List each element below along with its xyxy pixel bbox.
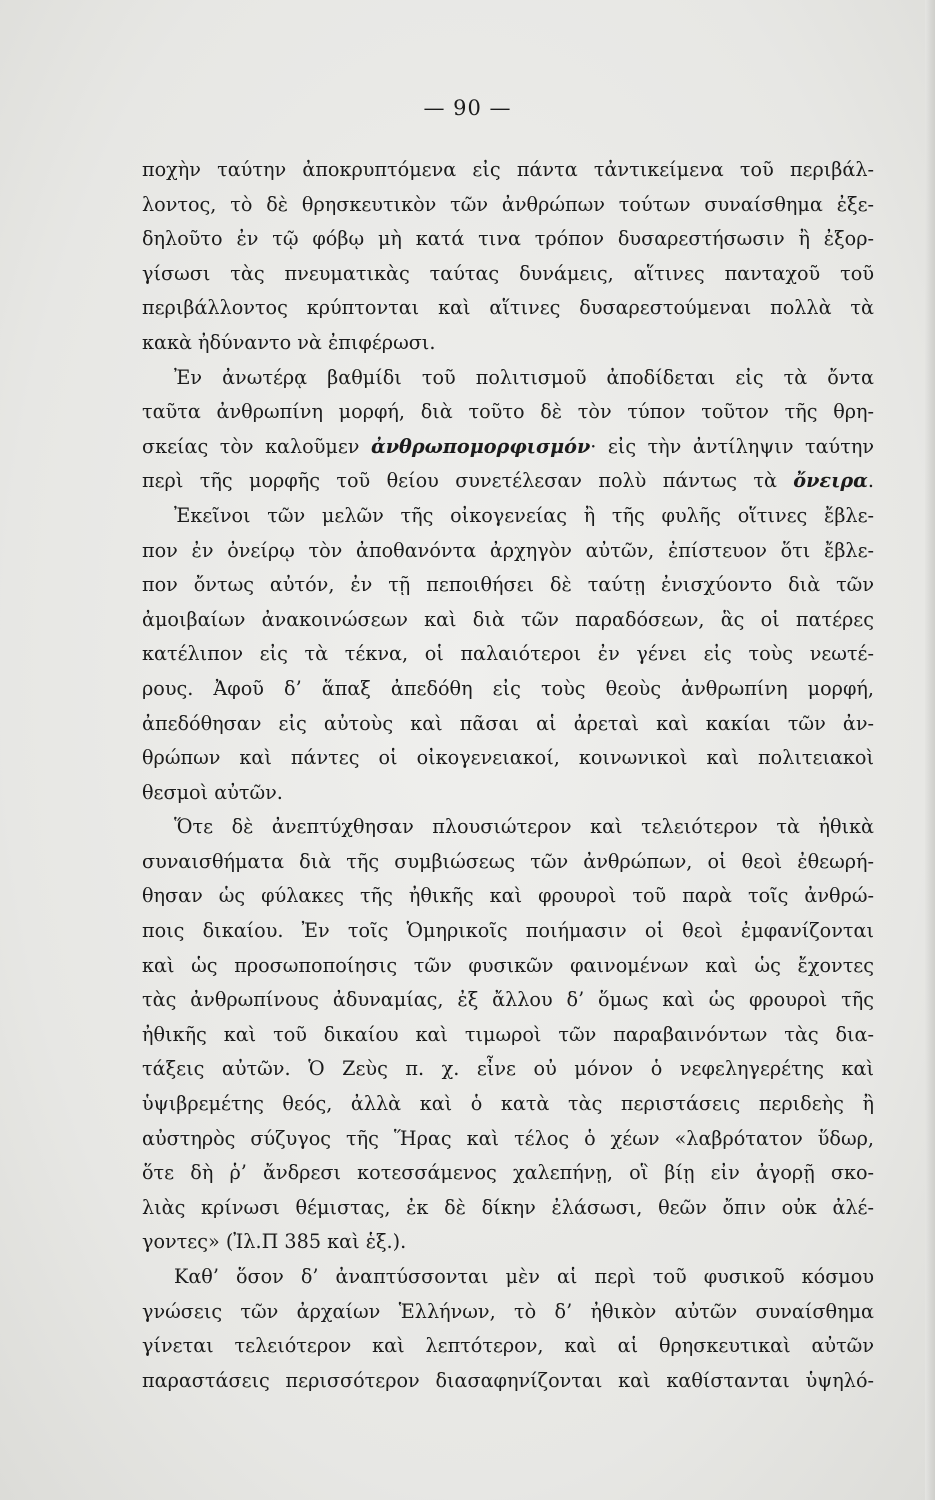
page-edge-shadow: [925, 0, 935, 1500]
text-line: ἀπεδόθησαν εἰς αὐτοὺς καὶ πᾶσαι αἱ ἀρεταὶ καὶ κακίαι τῶν ἀν-: [142, 711, 874, 735]
text-line: θεσμοὶ αὐτῶν.: [142, 780, 283, 804]
text-line: ταῦτα ἀνθρωπίνη μορφή, διὰ τοῦτο δὲ τὸν τύπον τοῦτον τῆς θρη-: [142, 400, 874, 424]
body-text: [142, 153, 874, 1398]
text-segment: · εἰς τὴν ἀντίληψιν ταύτην: [590, 434, 874, 458]
text-line: [142, 430, 874, 465]
text-line: ποις δικαίου. Ἐν τοῖς Ὁμηρικοῖς ποιήμασιν οἱ θεοὶ ἐμφανίζονται: [142, 919, 874, 943]
text-line: δηλοῦτο ἐν τῷ φόβῳ μὴ κατά τινα τρόπον δυσαρεστήσωσιν ἢ ἐξορ-: [142, 227, 874, 251]
text-line: πον ὄντως αὐτόν, ἐν τῇ πεποιθήσει δὲ ταύτῃ ἐνισχύοντο διὰ τῶν: [142, 573, 874, 597]
text-line: ὑψιβρεμέτης θεός, ἀλλὰ καὶ ὁ κατὰ τὰς περιστάσεις περιδεὴς ἢ: [142, 1092, 874, 1116]
text-line: ἠθικῆς καὶ τοῦ δικαίου καὶ τιμωροὶ τῶν παραβαινόντων τὰς δια-: [142, 1022, 874, 1046]
text-line: γοντες» (Ἰλ.Π 385 καὶ ἑξ.).: [142, 1230, 407, 1254]
text-line: τάξεις αὐτῶν. Ὁ Ζεὺς π. χ. εἶνε οὐ μόνον ὁ νεφεληγερέτης καὶ: [142, 1057, 874, 1081]
text-line: κατέλιπον εἰς τὰ τέκνα, οἱ παλαιότεροι ἐν γένει εἰς τοὺς νεωτέ-: [142, 642, 874, 666]
text-line: καὶ ὡς προσωποποίησις τῶν φυσικῶν φαινομένων καὶ ὡς ἔχοντες: [142, 953, 874, 977]
text-line: θρώπων καὶ πάντες οἱ οἰκογενειακοί, κοινωνικοὶ καὶ πολιτειακοὶ: [142, 746, 874, 770]
text-line: [142, 464, 874, 499]
text-line: ὅτε δὴ ῥ’ ἄνδρεσι κοτεσσάμενος χαλεπήνῃ, οἳ βίῃ εἰν ἀγορῇ σκο-: [142, 1161, 874, 1185]
text-line: πον ἐν ὀνείρῳ τὸν ἀποθανόντα ἀρχηγὸν αὐτῶν, ἐπίστευον ὅτι ἔβλε-: [142, 538, 874, 562]
text-segment: .: [867, 469, 874, 493]
text-line: λιὰς κρίνωσι θέμιστας, ἐκ δὲ δίκην ἐλάσωσι, θεῶν ὄπιν οὐκ ἀλέ-: [142, 1195, 874, 1219]
text-line: γίνεται τελειότερον καὶ λεπτότερον, καὶ αἱ θρησκευτικαὶ αὐτῶν: [142, 1334, 874, 1358]
text-line: θησαν ὡς φύλακες τῆς ἠθικῆς καὶ φρουροὶ τοῦ παρὰ τοῖς ἀνθρώ-: [142, 884, 874, 908]
page-number: — 90 —: [423, 96, 512, 120]
text-line: περιβάλλοντος κρύπτονται καὶ αἵτινες δυσαρεστούμεναι πολλὰ τὰ: [142, 296, 874, 320]
text-line: ρους. Ἀφοῦ δ’ ἅπαξ ἀπεδόθη εἰς τοὺς θεοὺς ἀνθρωπίνη μορφή,: [142, 676, 874, 700]
emphasized-term: ὄνειρα: [793, 469, 868, 493]
text-line: ποχὴν ταύτην ἀποκρυπτόμενα εἰς πάντα τἀντικείμενα τοῦ περιβάλ-: [142, 158, 874, 181]
text-line: κακὰ ἠδύναντο νὰ ἐπιφέρωσι.: [142, 330, 436, 354]
text-line: τὰς ἀνθρωπίνους ἀδυναμίας, ἐξ ἄλλου δ’ ὅμως καὶ ὡς φρουροὶ τῆς: [142, 988, 874, 1012]
text-line: γίσωσι τὰς πνευματικὰς ταύτας δυνάμεις, αἵτινες πανταχοῦ τοῦ: [142, 261, 874, 285]
text-line: λοντος, τὸ δὲ θρησκευτικὸν τῶν ἀνθρώπων τούτων συναίσθημα ἐξε-: [142, 192, 874, 216]
text-line: συναισθήματα διὰ τῆς συμβιώσεως τῶν ἀνθρώπων, οἱ θεοὶ ἐθεωρή-: [142, 849, 874, 873]
text-line: Ἐκεῖνοι τῶν μελῶν τῆς οἰκογενείας ἢ τῆς φυλῆς οἵτινες ἔβλε-: [174, 503, 874, 527]
text-line: αὐστηρὸς σύζυγος τῆς Ἥρας καὶ τέλος ὁ χέων «λαβρότατον ὕδωρ,: [142, 1126, 874, 1150]
text-line: γνώσεις τῶν ἀρχαίων Ἑλλήνων, τὸ δ’ ἠθικὸν αὐτῶν συναίσθημα: [142, 1299, 874, 1323]
text-line: παραστάσεις περισσότερον διασαφηνίζονται καὶ καθίστανται ὑψηλό-: [142, 1368, 874, 1392]
text-segment: σκείας τὸν καλοῦμεν: [142, 434, 371, 458]
emphasized-term: ἀνθρωπομορφισμόν: [370, 434, 591, 458]
text-line: Καθ’ ὅσον δ’ ἀναπτύσσονται μὲν αἱ περὶ τοῦ φυσικοῦ κόσμου: [174, 1265, 874, 1288]
text-line: Ἐν ἀνωτέρᾳ βαθμίδι τοῦ πολιτισμοῦ ἀποδίδεται εἰς τὰ ὄντα: [174, 365, 874, 389]
text-segment: περὶ τῆς μορφῆς τοῦ θείου συνετέλεσαν πολὺ πάντως τὰ: [142, 469, 794, 493]
text-line: Ὅτε δὲ ἀνεπτύχθησαν πλουσιώτερον καὶ τελειότερον τὰ ἠθικὰ: [174, 815, 874, 839]
text-line: ἀμοιβαίων ἀνακοινώσεων καὶ διὰ τῶν παραδόσεων, ἃς οἱ πατέρες: [142, 607, 874, 631]
